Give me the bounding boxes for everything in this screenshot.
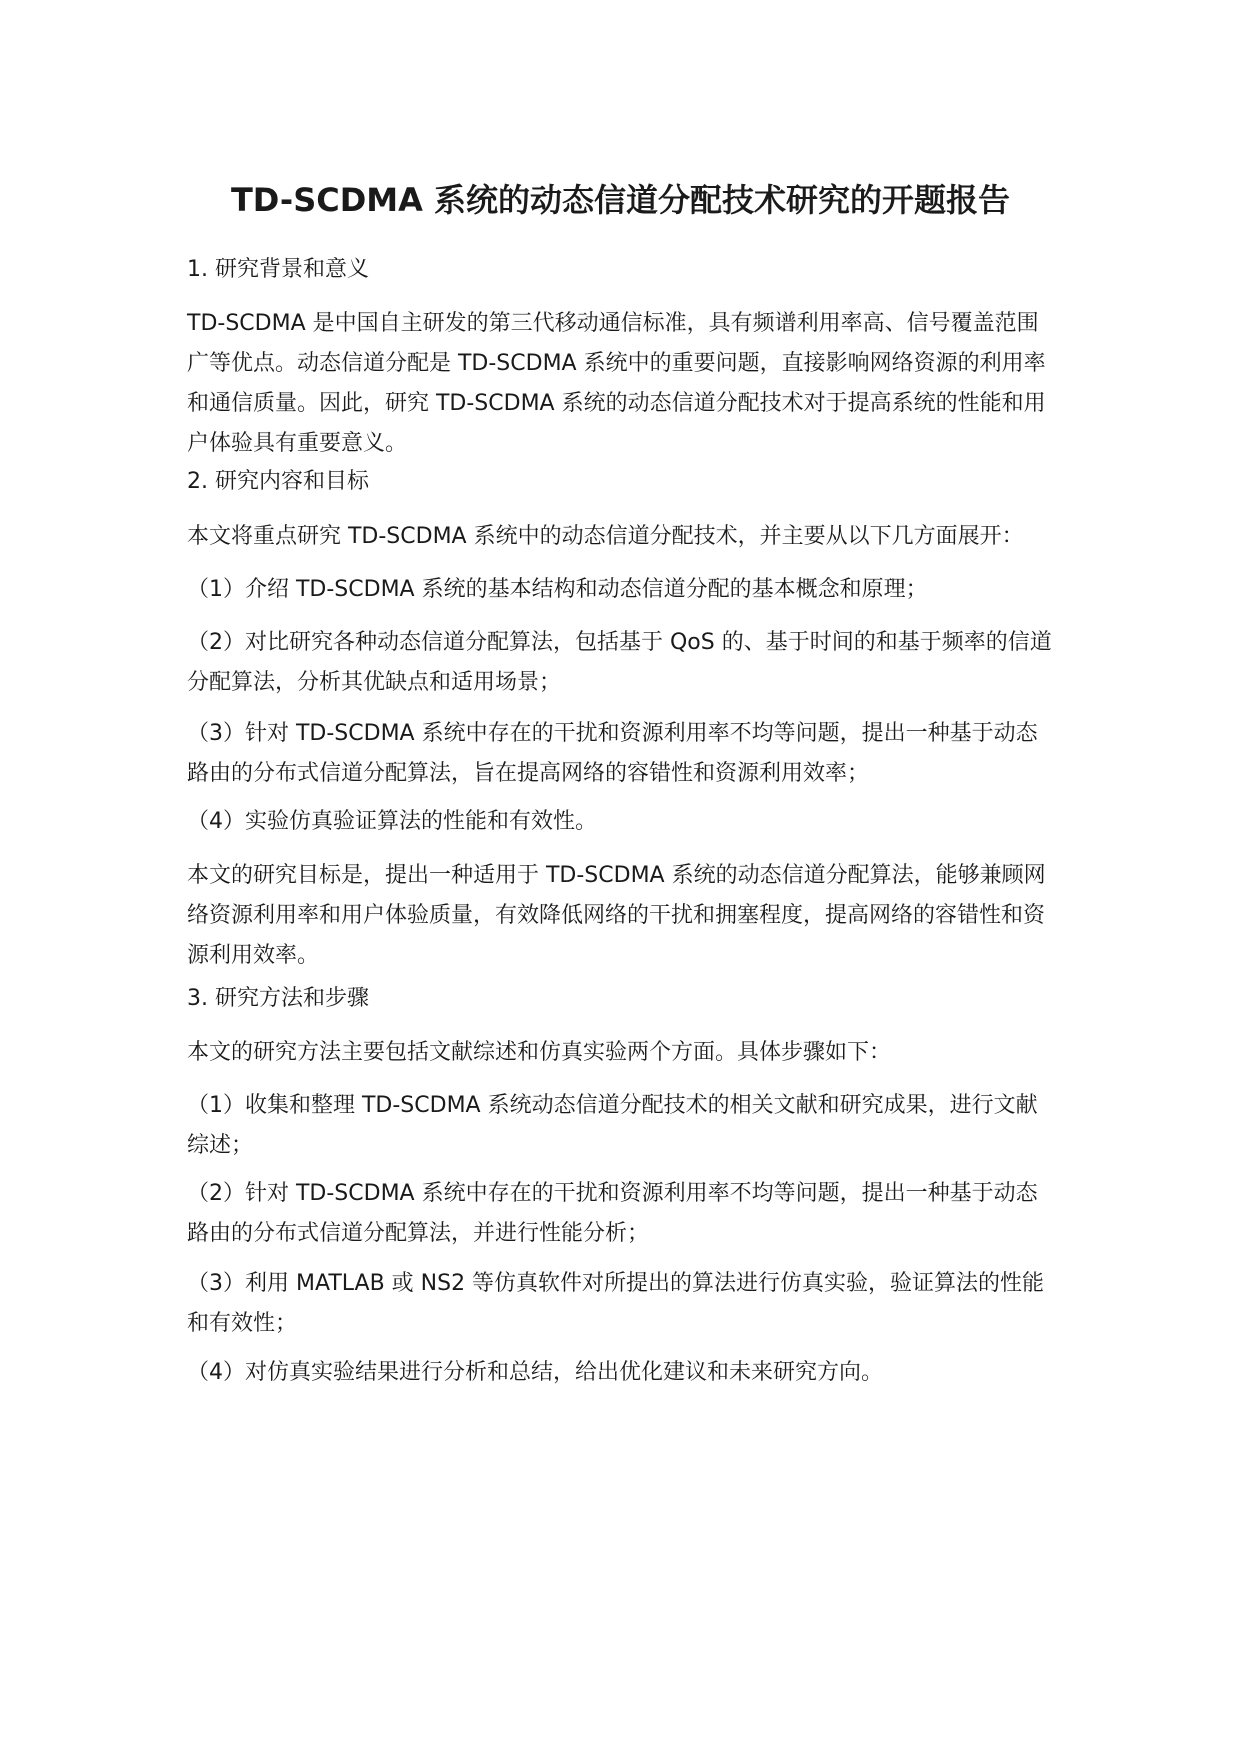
list-item: （4）对仿真实验结果进行分析和总结，给出优化建议和未来研究方向。 <box>187 1360 883 1385</box>
section-heading-2: 2. 研究内容和目标 <box>187 469 369 494</box>
paragraph: 本文的研究目标是，提出一种适用于 TD-SCDMA 系统的动态信道分配算法，能够兼顾网络资源利用率和用户体验质量，有效降低网络的干扰和拥塞程度，提高网络的容错性和资源利用效率。 <box>187 863 1046 968</box>
list-item: （2）针对 TD-SCDMA 系统中存在的干扰和资源利用率不均等问题，提出一种基于动态路由的分布式信道分配算法，并进行性能分析； <box>187 1181 1038 1246</box>
section-heading-1: 1. 研究背景和意义 <box>187 257 369 282</box>
paragraph: TD-SCDMA 是中国自主研发的第三代移动通信标准，具有频谱利用率高、信号覆盖范围广等优点。动态信道分配是 TD-SCDMA 系统中的重要问题，直接影响网络资源的利用率和通信质量。因此，研究 TD-SCDMA 系统的动态信道分配技术对于提高系统的性能和用户体验具有重要意义。 <box>187 311 1046 456</box>
section-heading-3: 3. 研究方法和步骤 <box>187 986 369 1011</box>
list-item: （3）针对 TD-SCDMA 系统中存在的干扰和资源利用率不均等问题，提出一种基于动态路由的分布式信道分配算法，旨在提高网络的容错性和资源利用效率； <box>187 721 1038 786</box>
document-title: TD-SCDMA 系统的动态信道分配技术研究的开题报告 <box>230 181 1011 219</box>
list-item: （4）实验仿真验证算法的性能和有效性。 <box>187 809 597 834</box>
list-item: （1）介绍 TD-SCDMA 系统的基本结构和动态信道分配的基本概念和原理； <box>187 577 928 602</box>
list-item: （1）收集和整理 TD-SCDMA 系统动态信道分配技术的相关文献和研究成果，进行文献综述； <box>187 1093 1038 1158</box>
list-item: （2）对比研究各种动态信道分配算法，包括基于 QoS 的、基于时间的和基于频率的信道分配算法，分析其优缺点和适用场景； <box>187 630 1052 695</box>
paragraph: 本文将重点研究 TD-SCDMA 系统中的动态信道分配技术，并主要从以下几方面展开： <box>187 524 1024 549</box>
list-item: （3）利用 MATLAB 或 NS2 等仿真软件对所提出的算法进行仿真实验，验证算法的性能和有效性； <box>187 1271 1045 1336</box>
paragraph: 本文的研究方法主要包括文献综述和仿真实验两个方面。具体步骤如下： <box>187 1040 892 1065</box>
